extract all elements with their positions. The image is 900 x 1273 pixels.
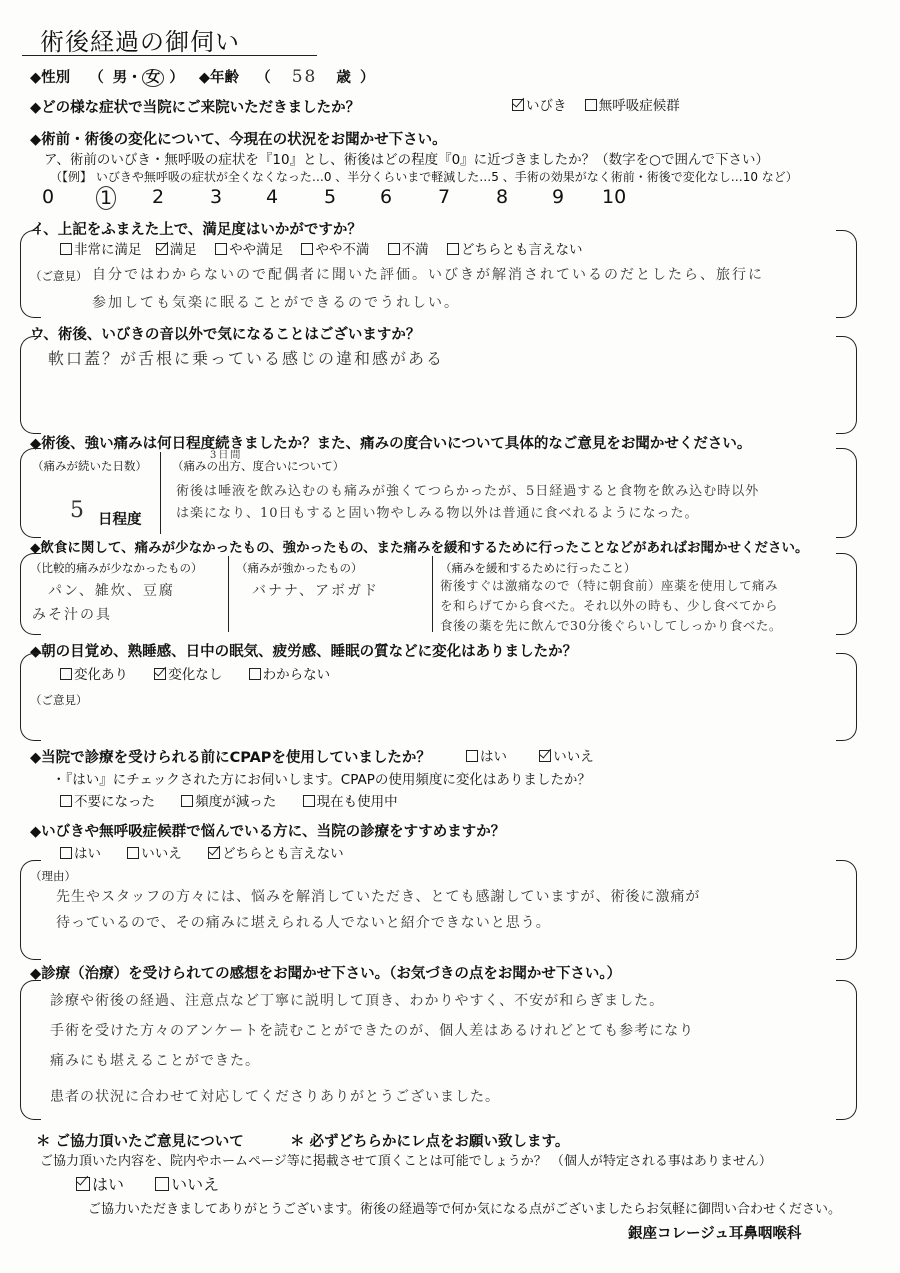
opt-no-change-label: 変化なし bbox=[168, 667, 223, 683]
opt-somewhat-unsatisfied-label: やや不満 bbox=[315, 242, 370, 258]
opt-changed-checkbox[interactable] bbox=[60, 668, 72, 680]
impression-box-left bbox=[20, 980, 41, 1120]
opt-somewhat-unsatisfied-checkbox[interactable] bbox=[301, 243, 313, 255]
cpap-reduced-label: 頻度が減った bbox=[195, 794, 277, 810]
morning-question: ◆朝の目覚め、熟睡感、日中の眠気、疲労感、睡眠の質などに変化はありましたか？ bbox=[30, 644, 578, 660]
opt-somewhat-satisfied-checkbox[interactable] bbox=[215, 243, 227, 255]
scale-value-7[interactable]: 7 bbox=[438, 186, 451, 208]
opt-very-satisfied-label: 非常に満足 bbox=[74, 242, 142, 258]
scale-value-3[interactable]: 3 bbox=[210, 186, 223, 208]
recommend-yes-checkbox[interactable] bbox=[60, 847, 72, 859]
snoring-checkbox[interactable] bbox=[512, 99, 524, 111]
cpap-question: ◆当院で診療を受けられる前にCPAPを使用していましたか？ bbox=[30, 750, 431, 766]
pain-detail-line1[interactable]: 術後は唾液を飲み込むのも痛みが強くてつらかったが、5日経過すると食物を飲み込む時以外 bbox=[176, 484, 760, 499]
pain-divider bbox=[160, 452, 161, 534]
food-strong-value[interactable]: バナナ、アボガド bbox=[252, 583, 380, 599]
opt-neutral-label: どちらとも言えない bbox=[460, 242, 583, 258]
morning-options bbox=[60, 663, 330, 683]
food-question: ◆飲食に関して、痛みが少なかったもの、強かったもの、また痛みを緩和するために行ったことなどがあればお聞かせください。 bbox=[30, 540, 809, 556]
cpap-yes-checkbox[interactable] bbox=[466, 750, 478, 762]
opt-unknown-label: わからない bbox=[262, 667, 331, 683]
impression-question: ◆診療（治療）を受けられての感想をお聞かせ下さい。（お気づきの点をお聞かせ下さい。） bbox=[30, 966, 622, 982]
change-example: （【例】 いびきや無呼吸の症状が全くなくなった…0 、半分くらいまで軽減した…5 、手術の効果がなく術前・術後で変化なし…10 など） bbox=[50, 170, 798, 184]
opt-unsatisfied-label: 不満 bbox=[401, 242, 429, 258]
scale-value-4[interactable]: 4 bbox=[266, 186, 279, 208]
cpap-no-label: いいえ bbox=[553, 749, 594, 765]
food-divider-1 bbox=[228, 556, 229, 632]
cpap-sub-options bbox=[60, 790, 398, 810]
symptom-question: ◆どの様な症状で当院にご来院いただきましたか？ bbox=[30, 100, 361, 116]
cpap-still-using-checkbox[interactable] bbox=[303, 795, 315, 807]
food-relief-line3[interactable]: 食後の薬を先に飲んで30分後ぐらいしてしっかり食べた。 bbox=[440, 618, 782, 633]
opt-satisfied-label: 満足 bbox=[169, 242, 197, 258]
opt-very-satisfied-checkbox[interactable] bbox=[60, 243, 72, 255]
recommend-reason-line1[interactable]: 先生やスタッフの方々には、悩みを解消していただき、とても感謝していますが、術後に激痛が bbox=[56, 889, 701, 905]
food-divider-2 bbox=[432, 556, 433, 632]
cpap-no-checkbox[interactable] bbox=[539, 750, 551, 762]
permission-yes-label: はい bbox=[92, 1175, 125, 1194]
recommend-box-right bbox=[836, 860, 857, 960]
recommend-no-checkbox[interactable] bbox=[127, 847, 139, 859]
impression-box-right bbox=[836, 980, 857, 1120]
food-relief-line1[interactable]: 術後すぐは激痛なので（特に朝食前）座薬を使用して痛み bbox=[440, 578, 779, 593]
scale-value-1[interactable]: 1 bbox=[96, 186, 116, 210]
snoring-label: いびき bbox=[526, 98, 567, 114]
cpap-sub-question: ・『はい』にチェックされた方にお伺いします。CPAPの使用頻度に変化はありましたか？ bbox=[52, 772, 591, 788]
recommend-no-label: いいえ bbox=[141, 846, 182, 862]
pain-days-label: （痛みが続いた日数） bbox=[32, 459, 147, 473]
scale-value-9[interactable]: 9 bbox=[552, 186, 565, 208]
scale-value-6[interactable]: 6 bbox=[380, 186, 393, 208]
opt-somewhat-satisfied-label: やや満足 bbox=[229, 242, 284, 258]
satisfaction-opinion-label: （ご意見） bbox=[30, 269, 88, 283]
food-less-line2[interactable]: みそ汁の具 bbox=[32, 607, 112, 623]
apnea-label: 無呼吸症候群 bbox=[598, 98, 680, 114]
impression-line3[interactable]: 痛みにも堪えることができた。 bbox=[50, 1053, 260, 1069]
other-answer[interactable]: 軟口蓋？が舌根に乗っている感じの違和感がある bbox=[48, 349, 445, 368]
pain-detail-line2[interactable]: は楽になり、10日もすると固い物やしみる物以外は普通に食べれるようになった。 bbox=[176, 506, 699, 521]
gender-row bbox=[30, 66, 374, 87]
recommend-neutral-label: どちらとも言えない bbox=[222, 846, 344, 862]
age-open: （ bbox=[256, 70, 271, 86]
satisfaction-opinion-line1[interactable]: 自分ではわからないので配偶者に聞いた評価。いびきが解消されているのだとしたら、旅行に bbox=[92, 267, 764, 283]
footer-note-2: ＊ 必ずどちらかにレ点をお願い致します。 bbox=[290, 1134, 570, 1150]
impression-line2[interactable]: 手術を受けた方々のアンケートを読むことができたのが、個人差はあるけれどとても参考になり bbox=[50, 1023, 695, 1039]
clinic-name: 銀座コレージュ耳鼻咽喉科 bbox=[628, 1226, 802, 1242]
scale-value-5[interactable]: 5 bbox=[324, 186, 337, 208]
food-relief-line2[interactable]: を和らげてから食べた。それ以外の時も、少し食べてから bbox=[440, 598, 779, 613]
food-relief-label: （痛みを緩和するために行ったこと） bbox=[440, 561, 636, 575]
pain-detail-insert[interactable]: 3日間 bbox=[210, 450, 243, 461]
recommend-reason-line2[interactable]: 待っているので、その痛みに堪えられる人でないと紹介できないと思う。 bbox=[56, 915, 551, 931]
footer-thanks: ご協力いただきましてありがとうございます。術後の経過等で何か気になる点がございましたらお気軽に御問い合わせください。 bbox=[88, 1202, 841, 1217]
recommend-yes-label: はい bbox=[74, 846, 101, 862]
satisfaction-question: イ、上記をふまえた上で、満足度はいかがですか？ bbox=[30, 222, 362, 238]
opt-unsatisfied-checkbox[interactable] bbox=[388, 243, 400, 255]
cpap-options bbox=[466, 745, 594, 765]
food-less-label: （比較的痛みが少なかったもの） bbox=[30, 561, 203, 575]
title-underline bbox=[22, 55, 317, 56]
scale-value-2[interactable]: 2 bbox=[152, 186, 165, 208]
food-strong-label: （痛みが強かったもの） bbox=[236, 561, 363, 575]
recommend-options bbox=[60, 842, 344, 862]
gender-female-circled[interactable]: 女 bbox=[142, 69, 165, 87]
scale-value-10[interactable]: 10 bbox=[602, 186, 627, 208]
scale-value-8[interactable]: 8 bbox=[496, 186, 509, 208]
recommend-neutral-checkbox[interactable] bbox=[208, 847, 220, 859]
opt-unknown-checkbox[interactable] bbox=[249, 668, 261, 680]
page-title: 術後経過の御伺い bbox=[40, 28, 240, 56]
permission-no-label: いいえ bbox=[171, 1175, 220, 1194]
cpap-still-using-label: 現在も使用中 bbox=[316, 794, 398, 810]
change-question: ◆術前・術後の変化について、今現在の状況をお聞かせ下さい。 bbox=[30, 132, 447, 148]
morning-box-right bbox=[836, 653, 857, 741]
pain-box-right bbox=[836, 448, 857, 538]
cpap-yes-label: はい bbox=[480, 749, 507, 765]
cpap-unneeded-label: 不要になった bbox=[74, 794, 155, 810]
age-value[interactable]: 58 bbox=[291, 67, 318, 87]
opt-satisfied-checkbox[interactable] bbox=[156, 243, 168, 255]
footer-note-1: ＊ ご協力頂いたご意見について bbox=[36, 1134, 244, 1150]
satisfaction-opinion-line2[interactable]: 参加しても気楽に眠ることができるのでうれしい。 bbox=[92, 295, 460, 311]
food-box-right bbox=[836, 553, 857, 635]
permission-no-checkbox[interactable] bbox=[155, 1177, 169, 1191]
other-box-right bbox=[836, 336, 857, 434]
satisfaction-box-right bbox=[836, 230, 857, 318]
satisfaction-options bbox=[60, 238, 582, 258]
opt-no-change-checkbox[interactable] bbox=[154, 668, 166, 680]
pain-days-value[interactable]: 5 bbox=[70, 498, 86, 523]
age-close: ） bbox=[359, 70, 375, 86]
gender-male[interactable]: 男 bbox=[112, 70, 128, 86]
recommend-question: ◆いびきや無呼吸症候群で悩んでいる方に、当院の診療をすすめますか？ bbox=[30, 824, 506, 840]
impression-line1[interactable]: 診療や術後の経過、注意点など丁寧に説明して頂き、わかりやすく、不安が和らぎました。 bbox=[50, 993, 665, 1009]
cpap-reduced-checkbox[interactable] bbox=[181, 795, 193, 807]
change-sub-a: ア、術前のいびき・無呼吸の症状を『10』とし、術後はどの程度『0』に近づきましたか？（数字を○で囲んで下さい） bbox=[44, 152, 769, 168]
gender-separator: ・ bbox=[127, 70, 142, 86]
recommend-reason-label: （理由） bbox=[30, 869, 76, 883]
opt-neutral-checkbox[interactable] bbox=[447, 243, 459, 255]
pain-detail-label: （痛みの出方、度合いについて） bbox=[172, 459, 345, 473]
gender-open: （ bbox=[89, 70, 104, 86]
footer-permission-question: ご協力頂いた内容を、院内やホームページ等に掲載させて頂くことは可能でしょうか？ （個人が特定される事はありません） bbox=[40, 1154, 772, 1169]
symptom-options bbox=[512, 94, 680, 114]
gender-label: ◆性別 bbox=[30, 70, 71, 86]
impression-line4[interactable]: 患者の状況に合わせて対応してくださりありがとうございました。 bbox=[50, 1089, 500, 1105]
food-less-line1[interactable]: パン、雑炊、豆腐 bbox=[48, 583, 175, 599]
pain-question: ◆術後、強い痛みは何日程度続きましたか？また、痛みの度合いについて具体的なご意見をお聞かせください。 bbox=[30, 436, 752, 452]
opt-changed-label: 変化あり bbox=[74, 667, 128, 683]
pain-days-unit: 日程度 bbox=[98, 512, 142, 528]
gender-close: ） bbox=[169, 70, 184, 86]
permission-yes-checkbox[interactable] bbox=[76, 1177, 90, 1191]
cpap-unneeded-checkbox[interactable] bbox=[60, 795, 72, 807]
footer-permission-options bbox=[76, 1172, 219, 1195]
other-box-left bbox=[20, 336, 41, 434]
other-question: ウ、術後、いびきの音以外で気になることはございますか？ bbox=[30, 327, 421, 343]
morning-opinion-label: （ご意見） bbox=[30, 693, 88, 707]
apnea-checkbox[interactable] bbox=[585, 99, 597, 111]
scale-value-0[interactable]: 0 bbox=[42, 186, 55, 208]
age-label: ◆年齢 bbox=[198, 70, 240, 86]
age-unit: 歳 bbox=[336, 70, 351, 86]
